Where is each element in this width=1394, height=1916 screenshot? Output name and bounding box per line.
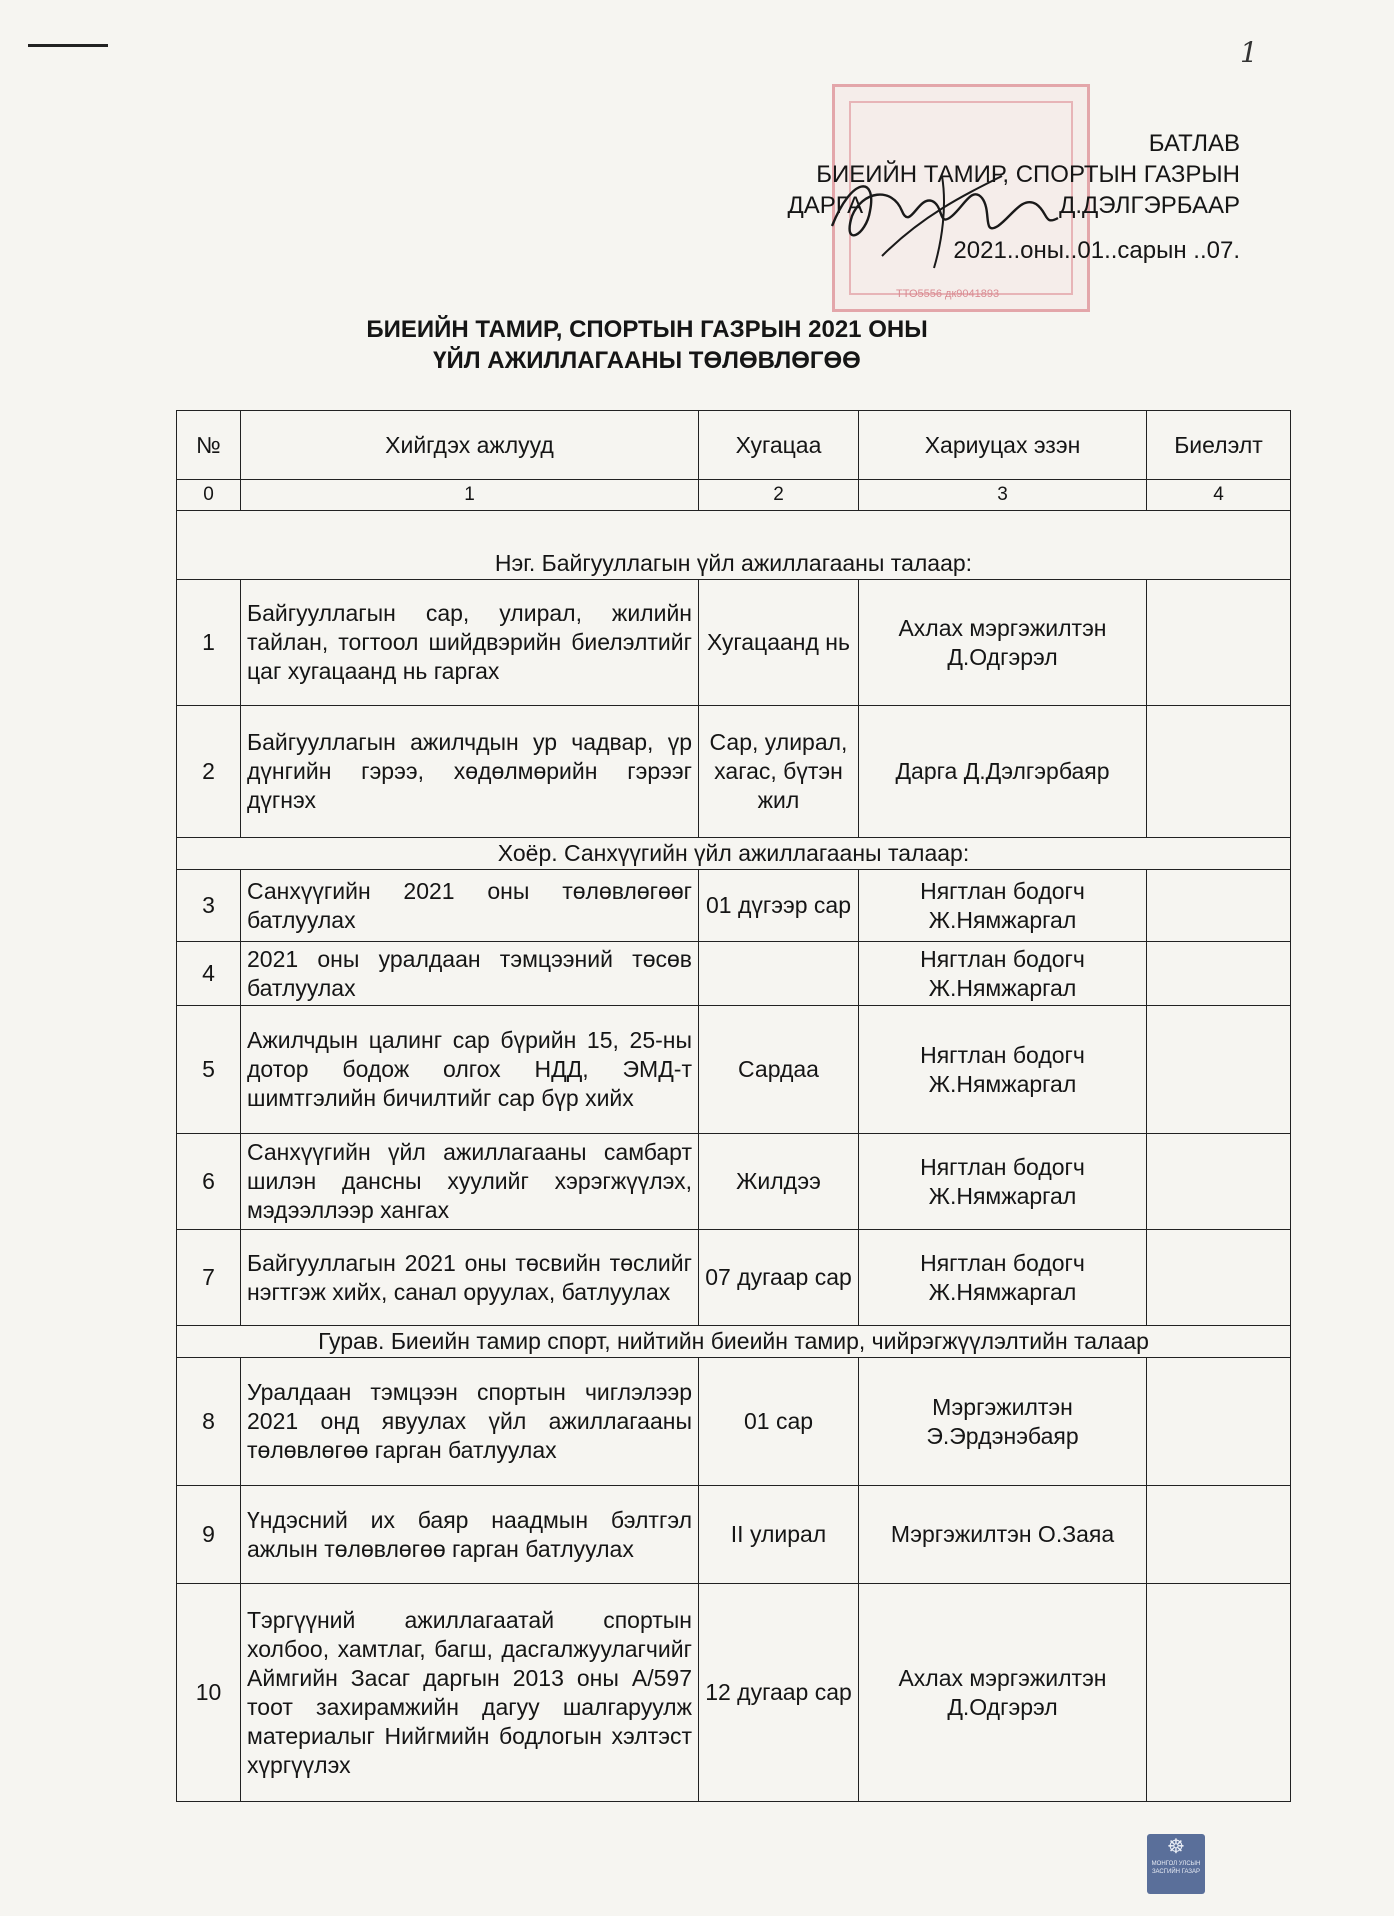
section-row: Нэг. Байгууллагын үйл ажиллагааны талаар: <box>177 511 1291 580</box>
page-number: 1 <box>1240 36 1258 69</box>
logo-text: МОНГОЛ УЛСЫН ЗАСГИЙН ГАЗАР <box>1151 1861 1201 1875</box>
header-status: Биелэлт <box>1147 411 1291 480</box>
column-number-row: 0 1 2 3 4 <box>177 480 1291 511</box>
handwritten-signature <box>822 156 1082 276</box>
date-year: 2021 <box>953 237 1007 264</box>
header-task: Хийгдэх ажлууд <box>241 411 699 480</box>
date-day: 07 <box>1206 237 1234 264</box>
title-line1: БИЕИЙН ТАМИР, СПОРТЫН ГАЗРЫН 2021 ОНЫ <box>366 316 928 343</box>
table-row: 4 2021 оны уралдаан тэмцээний төсөв батлуулах Нягтлан бодогч Ж.Нямжаргал <box>177 942 1291 1006</box>
table-row: 6 Санхүүгийн үйл ажиллагааны самбарт шилэн дансны хуулийг хэрэгжүүлэх, мэдээллээр хангах Жилдээ Нягтлан бодогч Ж.Нямжаргал <box>177 1134 1291 1230</box>
document-title <box>0 314 1394 376</box>
approval-date: 2021..оны..01..сарын ..07. <box>953 237 1240 264</box>
approval-name: Д.ДЭЛГЭРБААР <box>1059 192 1240 219</box>
table-row: 7 Байгууллагын 2021 оны төсвийн төслийг нэгтгэж хийх, санал оруулах, батлуулах 07 дугаар сар Нягтлан бодогч Ж.Нямжаргал <box>177 1230 1291 1326</box>
title-line2: ҮЙЛ АЖИЛЛАГААНЫ ТӨЛӨВЛӨГӨӨ <box>433 347 861 374</box>
approval-heading: БАТЛАВ <box>1148 130 1240 157</box>
work-plan-table <box>176 410 1291 1802</box>
table-row: 9 Үндэсний их баяр наадмын бэлтгэл ажлын төлөвлөгөө гарган батлуулах II улирал Мэргэжилтэн О.Заяа <box>177 1486 1291 1584</box>
corner-dash <box>28 44 108 47</box>
header-deadline: Хугацаа <box>699 411 859 480</box>
section-row: Хоёр. Санхүүгийн үйл ажиллагааны талаар: <box>177 838 1291 870</box>
table-row: 3 Санхүүгийн 2021 оны төлөвлөгөөг батлуулах 01 дүгээр сар Нягтлан бодогч Ж.Нямжаргал <box>177 870 1291 942</box>
government-logo <box>1147 1834 1205 1894</box>
date-month: 01 <box>1077 237 1105 264</box>
table-row: 10 Тэргүүний ажиллагаатай спортын холбоо, хамтлаг, багш, дасгалжуулагчийг Аймгийн Засаг даргын 2013 оны А/597 тоот захирамжийн дагуу шалгаруулж материалыг Нийгмийн бодлогын хэлтэст хүргүүлэх 12 дугаар сар Ахлах мэргэжилтэн Д.Одгэрэл <box>177 1584 1291 1802</box>
header-row <box>177 411 1291 480</box>
table-row: 5 Ажилчдын цалинг сар бүрийн 15, 25-ны дотор бодож олгох НДД, ЭМД-т шимтгэлийн бичилтийг сар бүр хийх Сардаа Нягтлан бодогч Ж.Нямжаргал <box>177 1006 1291 1134</box>
soyombo-icon: ☸ <box>1167 1836 1185 1858</box>
approval-position: ДАРГА <box>787 192 864 219</box>
approval-line1: БИЕИЙН ТАМИР, СПОРТЫН ГАЗРЫН <box>816 161 1240 188</box>
section-row: Гурав. Биеийн тамир спорт, нийтийн биеийн тамир, чийрэгжүүлэлтийн талаар <box>177 1326 1291 1358</box>
table-row: 2 Байгууллагын ажилчдын ур чадвар, үр дүнгийн гэрээ, хөдөлмөрийн гэрээг дүгнэх Сар, улирал, хагас, бүтэн жил Дарга Д.Дэлгэрбаяр <box>177 706 1291 838</box>
table-row: 8 Уралдаан тэмцээн спортын чиглэлээр 2021 онд явуулах үйл ажиллагааны төлөвлөгөө гарган батлуулах 01 сар Мэргэжилтэн Э.Эрдэнэбаяр <box>177 1358 1291 1486</box>
header-responsible: Хариуцах эзэн <box>859 411 1147 480</box>
header-no: № <box>177 411 241 480</box>
table-row: 1 Байгууллагын сар, улирал, жилийн тайлан, тогтоол шийдвэрийн биелэлтийг цаг хугацаанд нь гаргах Хугацаанд нь Ахлах мэргэжилтэн Д.Одгэрэл <box>177 580 1291 706</box>
stamp-code: ТТО5556 дк9041893 <box>896 288 1000 300</box>
